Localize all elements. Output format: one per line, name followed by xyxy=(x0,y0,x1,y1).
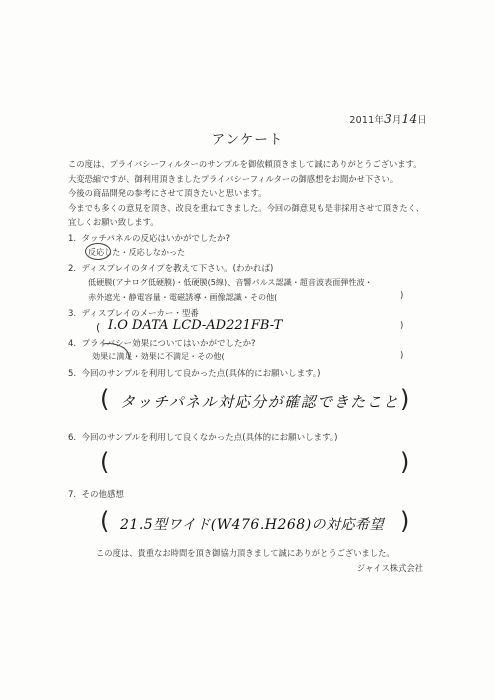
date-month-handwritten: 3 xyxy=(384,112,392,126)
date-day-suffix: 日 xyxy=(417,115,427,126)
date xyxy=(349,112,427,126)
check-stroke-mark xyxy=(100,340,132,362)
close-paren: ) xyxy=(400,291,404,301)
question-2-options-line: 赤外遮光・静電容量・電磁誘導・画像認識・その他( xyxy=(88,292,278,302)
question-text: ディスプレイのメーカー・型番 xyxy=(81,309,199,319)
handwritten-answer-3: I.O DATA LCD-AD221FB-T xyxy=(108,318,283,333)
intro-line: この度は、プライバシーフィルターのサンプルを御依頼頂きまして誠にありがとうございます。 xyxy=(68,159,422,169)
question-number: 6. xyxy=(68,433,77,443)
question-number: 2. xyxy=(68,264,77,274)
question-4-options: 効果に満足・効果に不満足・その他( xyxy=(92,351,225,361)
question-1 xyxy=(68,232,230,244)
date-day-handwritten: 14 xyxy=(401,112,418,126)
question-number: 4. xyxy=(68,339,77,349)
close-paren: ) xyxy=(400,507,410,535)
question-2 xyxy=(68,262,273,274)
intro-line: 宜しくお願い致します。 xyxy=(68,217,159,228)
company-name: ジャイス株式会社 xyxy=(356,563,423,573)
intro-line: 今までも多くの意見を頂き、改良を重ねてきました。今回の御意見も是非採用させて頂きたく、 xyxy=(68,202,425,213)
question-text: プライバシー効果についてはいかがでしたか? xyxy=(81,339,256,349)
intro-line: 大変恐縮ですが、御利用頂きましたプライバシーフィルターの御感想をお聞かせ下さい。 xyxy=(68,173,399,184)
open-paren: ( xyxy=(100,448,110,476)
question-number: 7. xyxy=(68,490,77,500)
closing-message: この度は、貴重なお時間を頂き御協力頂きまして誠にありがとうございました。 xyxy=(96,548,395,558)
handwritten-answer-7: 21.5型ワイド(W476.H268)の対応希望 xyxy=(120,517,385,533)
question-1-options: 反応した・反応しなかった xyxy=(88,247,186,257)
close-paren: ) xyxy=(400,448,410,476)
question-7 xyxy=(68,488,124,500)
question-text: 今回のサンプルを利用して良かった点(具体的にお願いします。) xyxy=(81,369,321,379)
question-number: 1. xyxy=(68,234,77,244)
page-title: アンケート xyxy=(211,132,284,148)
close-paren: ) xyxy=(400,351,404,361)
intro-text xyxy=(68,157,438,230)
date-month-suffix: 月 xyxy=(391,115,402,126)
close-paren: ) xyxy=(400,385,410,413)
question-text: その他感想 xyxy=(81,490,125,500)
open-paren: ( xyxy=(96,321,101,334)
question-text: タッチパネルの反応はいかがでしたか? xyxy=(81,234,231,244)
question-text: ディスプレイのタイプを教えて下さい。(わかれば) xyxy=(81,264,274,274)
answer-circle-mark xyxy=(85,243,111,260)
question-6 xyxy=(68,431,337,443)
question-5 xyxy=(68,367,320,379)
question-text: 今回のサンプルを利用して良くなかった点(具体的にお願いします。) xyxy=(81,433,338,443)
question-4 xyxy=(68,337,255,349)
question-number: 3. xyxy=(68,309,77,319)
date-year: 2011年 xyxy=(349,115,385,126)
question-number: 5. xyxy=(68,369,77,379)
handwritten-answer-5: タッチパネル対応分が確認できたこと xyxy=(120,393,400,411)
open-paren: ( xyxy=(100,385,110,413)
open-paren: ( xyxy=(100,507,110,535)
question-2-options-line: 低硬膜(アナログ低硬膜)・低硬膜(5線)、音響パルス認識・超音波表面弾性波・ xyxy=(88,277,373,287)
close-paren: ) xyxy=(400,321,404,331)
intro-line: 今後の商品開発の参考にさせて頂きたいと思います。 xyxy=(68,188,267,199)
